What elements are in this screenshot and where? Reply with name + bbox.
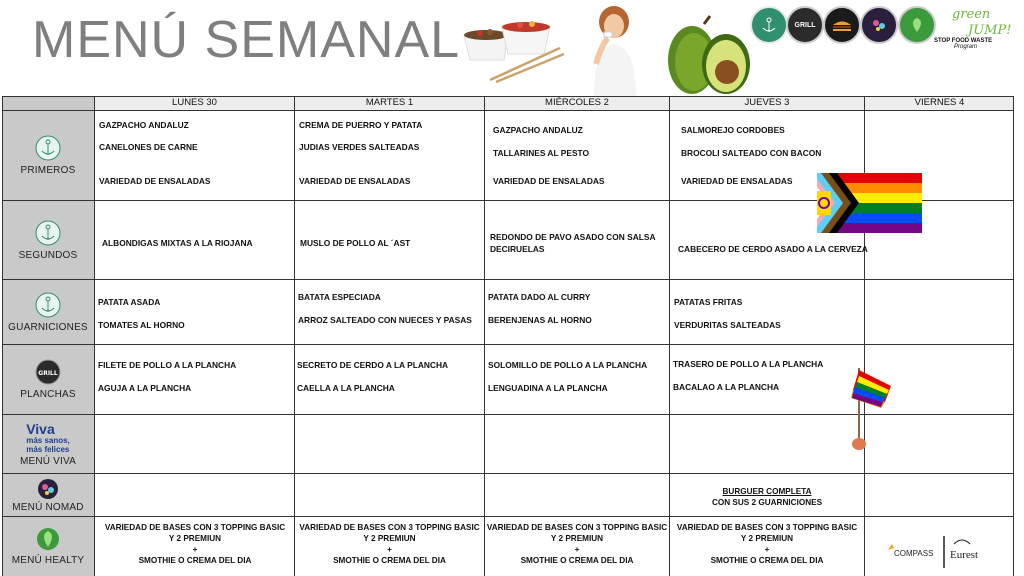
viva-logo-title: Viva (26, 420, 55, 437)
healty-martes (295, 522, 484, 566)
healty-plus: + (764, 545, 770, 554)
guarniciones-jueves-2: VERDURITAS SALTEADAS (674, 320, 781, 330)
rowhead-segundos (2, 201, 94, 279)
green-jump-logo (950, 4, 1014, 38)
nomad-icon (37, 478, 59, 500)
primeros-miercoles-2: TALLARINES AL PESTO (493, 148, 590, 158)
grill-logo-text: GRILL (794, 21, 816, 29)
stop-food-waste-text: STOP FOOD WASTE (934, 38, 993, 44)
healty-line3: SMOTHIE O CREMA DEL DIA (710, 556, 824, 565)
healty-plus: + (387, 545, 392, 554)
rowhead-healty-label: MENÚ HEALTY (11, 555, 85, 566)
rowhead-primeros-label: PRIMEROS (20, 165, 76, 176)
page-title: MENÚ SEMANAL (32, 11, 461, 69)
healty-lunes (98, 522, 292, 566)
healty-miercoles (485, 522, 669, 566)
segundos-jueves-1: CABECERO DE CERDO ASADO A LA CERVEZA (678, 244, 868, 254)
healty-line2: Y 2 PREMIUN (740, 534, 794, 543)
segundos-miercoles-2: DECIRUELAS (490, 244, 545, 254)
primeros-martes-3: VARIEDAD DE ENSALADAS (299, 176, 411, 186)
planchas-martes-2: CAELLA A LA PLANCHA (297, 383, 395, 393)
viva-logo (26, 422, 70, 454)
nomad-jueves-title: BURGUER COMPLETA (722, 487, 812, 496)
guarniciones-lunes-1: PATATA ASADA (98, 297, 161, 307)
rowhead-guarniciones-label: GUARNICIONES (8, 321, 88, 333)
rowhead-viva (2, 415, 94, 473)
compass-text: COMPASS (894, 549, 934, 558)
rowhead-nomad (2, 474, 94, 516)
grill-logo-icon (786, 6, 824, 44)
healty-line2: Y 2 PREMIUN (363, 534, 416, 543)
nomad-jueves (670, 486, 864, 508)
healty-plus: + (574, 545, 580, 554)
anchor-icon (35, 135, 61, 161)
guarniciones-miercoles-1: PATATA DADO AL CURRY (488, 292, 591, 302)
planchas-martes-1: SECRETO DE CERDO A LA PLANCHA (297, 360, 449, 370)
healty-line2: Y 2 PREMIUN (168, 534, 222, 543)
healty-line1: VARIEDAD DE BASES CON 3 TOPPING BASIC (104, 523, 286, 532)
healty-line1: VARIEDAD DE BASES CON 3 TOPPING BASIC (299, 523, 480, 532)
rowhead-healty (2, 517, 94, 576)
weekly-menu-table (2, 96, 1014, 576)
planchas-lunes-2: AGUJA A LA PLANCHA (98, 383, 192, 393)
rowhead-planchas (2, 345, 94, 414)
planchas-lunes-1: FILETE DE POLLO A LA PLANCHA (98, 360, 237, 370)
primeros-miercoles-3: VARIEDAD DE ENSALADAS (493, 176, 605, 186)
compass-eurest-logo (884, 534, 1014, 570)
burger-logo-icon (823, 6, 861, 44)
healthy-logo-icon (898, 6, 936, 44)
guarniciones-lunes-2: TOMATES AL HORNO (98, 320, 185, 330)
healty-line1: VARIEDAD DE BASES CON 3 TOPPING BASIC (676, 523, 858, 532)
rowhead-viva-label: MENÚ VIVA (19, 455, 77, 467)
viva-logo-line2: más felices (26, 444, 70, 454)
healty-line3: SMOTHIE O CREMA DEL DIA (520, 556, 634, 565)
healty-line2: Y 2 PREMIUN (550, 534, 604, 543)
segundos-miercoles-1: REDONDO DE PAVO ASADO CON SALSA (490, 232, 656, 242)
day-header-viernes: VIERNES 4 (865, 96, 1014, 110)
day-header-miercoles: MIÉRCOLES 2 (485, 96, 669, 110)
svg-text:JUMP!: JUMP! (968, 23, 1012, 38)
healty-line3: SMOTHIE O CREMA DEL DIA (138, 556, 252, 565)
day-header-martes: MARTES 1 (295, 96, 484, 110)
planchas-miercoles-2: LENGUADINA A LA PLANCHA (488, 383, 608, 393)
rowhead-guarniciones (2, 280, 94, 344)
rowhead-primeros (2, 111, 94, 200)
nomad-jueves-sub: CON SUS 2 GUARNICIONES (711, 498, 823, 507)
primeros-lunes-3: VARIEDAD DE ENSALADAS (99, 176, 211, 186)
guarniciones-miercoles-2: BERENJENAS AL HORNO (488, 315, 592, 325)
planchas-jueves-1: TRASERO DE POLLO A LA PLANCHA (673, 359, 824, 369)
rainbow-flag-icon (815, 360, 907, 452)
day-header-lunes: LUNES 30 (95, 96, 294, 110)
viva-logo-line1: más sanos, (26, 435, 70, 445)
planchas-jueves-2: BACALAO A LA PLANCHA (673, 382, 780, 392)
healty-jueves (670, 522, 864, 566)
anchor-icon (35, 220, 61, 246)
primeros-lunes-1: GAZPACHO ANDALUZ (99, 120, 189, 130)
segundos-martes-1: MUSLO DE POLLO AL ´AST (300, 238, 411, 248)
rowhead-nomad-label: MENÚ NOMAD (12, 501, 84, 513)
grill-icon (35, 359, 61, 385)
eurest-text: Eurest (950, 549, 979, 561)
day-header-jueves: JUEVES 3 (670, 96, 864, 110)
primeros-jueves-2: BROCOLI SALTEADO CON BACON (681, 148, 822, 158)
healthy-icon (36, 527, 60, 551)
guarniciones-martes-1: BATATA ESPECIADA (298, 292, 381, 302)
primeros-jueves-3: VARIEDAD DE ENSALADAS (681, 176, 793, 186)
primeros-jueves-1: SALMOREJO CORDOBES (681, 125, 785, 135)
guarniciones-martes-2: ARROZ SALTEADO CON NUECES Y PASAS (298, 315, 472, 325)
primeros-martes-1: CREMA DE PUERRO Y PATATA (299, 120, 423, 130)
svg-text:green: green (952, 7, 991, 22)
healty-line3: SMOTHIE O CREMA DEL DIA (333, 556, 446, 565)
healty-plus: + (192, 545, 198, 554)
food-bowls-image (460, 14, 570, 84)
segundos-lunes-1: ALBONDIGAS MIXTAS A LA RIOJANA (102, 238, 253, 248)
nautical-logo-icon (750, 6, 788, 44)
rowhead-planchas-label: PLANCHAS (20, 389, 76, 400)
pride-flag-icon (817, 173, 922, 233)
rowhead-segundos-label: SEGUNDOS (18, 249, 78, 261)
stop-food-waste-sub: Program (954, 44, 978, 50)
primeros-martes-2: JUDIAS VERDES SALTEADAS (299, 142, 420, 152)
guarniciones-jueves-1: PATATAS FRITAS (674, 297, 743, 307)
healty-line1: VARIEDAD DE BASES CON 3 TOPPING BASIC (486, 523, 668, 532)
header-corner (2, 96, 94, 110)
primeros-miercoles-1: GAZPACHO ANDALUZ (493, 125, 583, 135)
woman-eating-image (580, 4, 642, 96)
anchor-icon (35, 292, 61, 318)
planchas-miercoles-1: SOLOMILLO DE POLLO A LA PLANCHA (488, 360, 648, 370)
stop-food-waste-logo (934, 38, 1004, 56)
nomad-logo-icon (860, 6, 898, 44)
primeros-lunes-2: CANELONES DE CARNE (99, 142, 198, 152)
avocado-image (664, 14, 754, 98)
svg-text:GRILL: GRILL (38, 370, 58, 377)
